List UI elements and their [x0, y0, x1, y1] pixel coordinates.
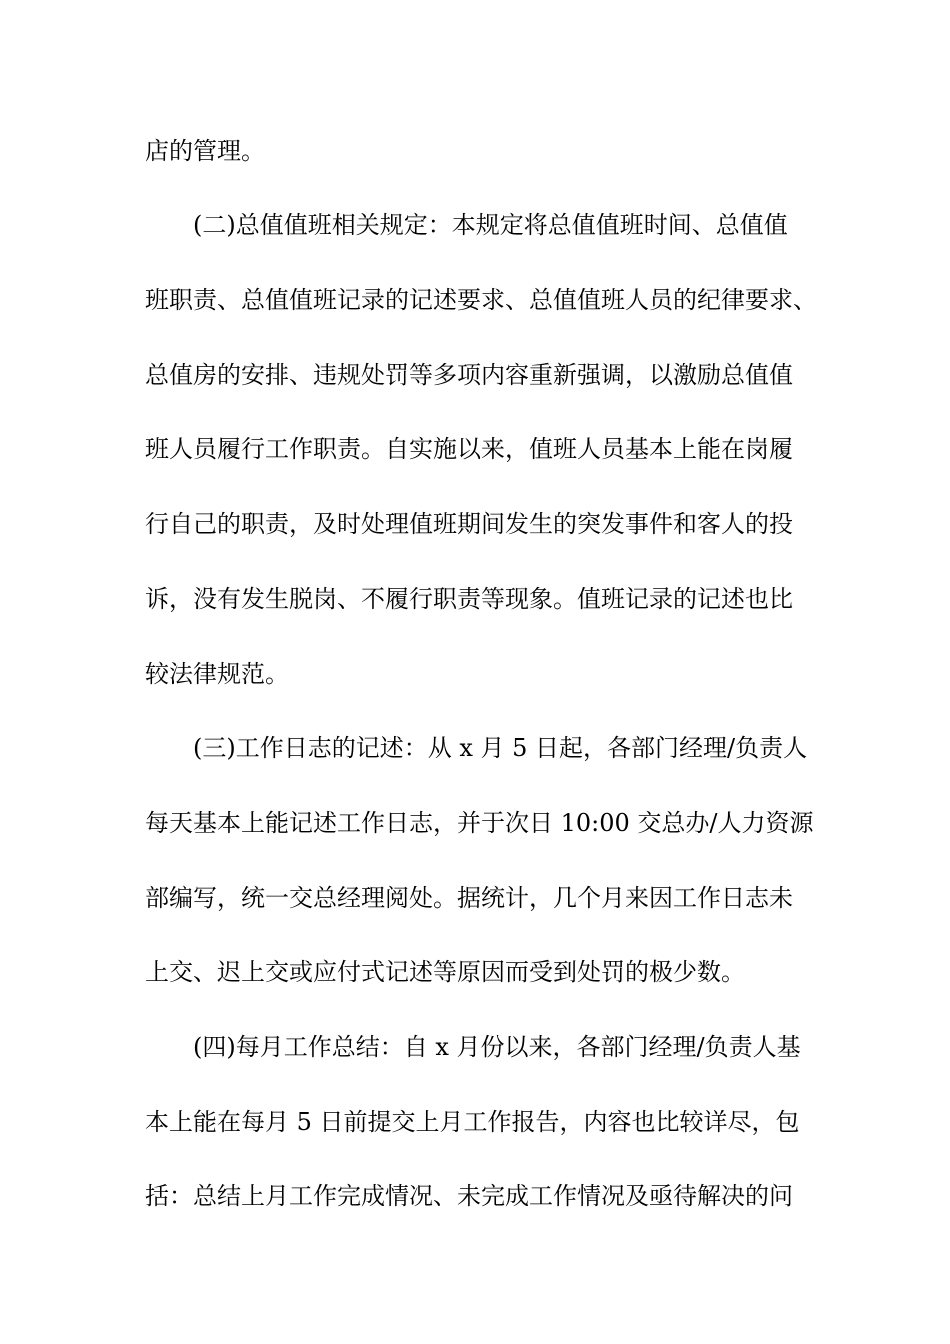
- text-line: 班人员履行工作职责。自实施以来，值班人员基本上能在岗履: [145, 435, 793, 463]
- text-line: 较法律规范。: [145, 660, 289, 688]
- text-line: 诉，没有发生脱岗、不履行职责等现象。值班记录的记述也比: [145, 585, 793, 613]
- text-line: 括：总结上月工作完成情况、未完成工作情况及亟待解决的问: [145, 1182, 793, 1210]
- text-line: 班职责、总值值班记录的记述要求、总值值班人员的纪律要求、: [145, 286, 817, 314]
- text-line: 每天基本上能记述工作日志，并于次日 10:00 交总办/人力资源: [145, 809, 814, 837]
- text-line: 本上能在每月 5 日前提交上月工作报告，内容也比较详尽，包: [145, 1108, 800, 1136]
- text-line: (三)工作日志的记述：从 x 月 5 日起，各部门经理/负责人: [193, 734, 808, 762]
- text-line: 总值房的安排、违规处罚等多项内容重新强调，以激励总值值: [145, 361, 793, 389]
- text-line: (四)每月工作总结：自 x 月份以来，各部门经理/负责人基: [193, 1033, 801, 1061]
- text-line: 部编写，统一交总经理阅处。据统计，几个月来因工作日志未: [145, 884, 793, 912]
- text-line: 店的管理。: [145, 137, 265, 165]
- text-line: 行自己的职责，及时处理值班期间发生的突发事件和客人的投: [145, 510, 793, 538]
- text-line: (二)总值值班相关规定：本规定将总值值班时间、总值值: [193, 211, 788, 239]
- text-line: 上交、迟上交或应付式记述等原因而受到处罚的极少数。: [145, 958, 745, 986]
